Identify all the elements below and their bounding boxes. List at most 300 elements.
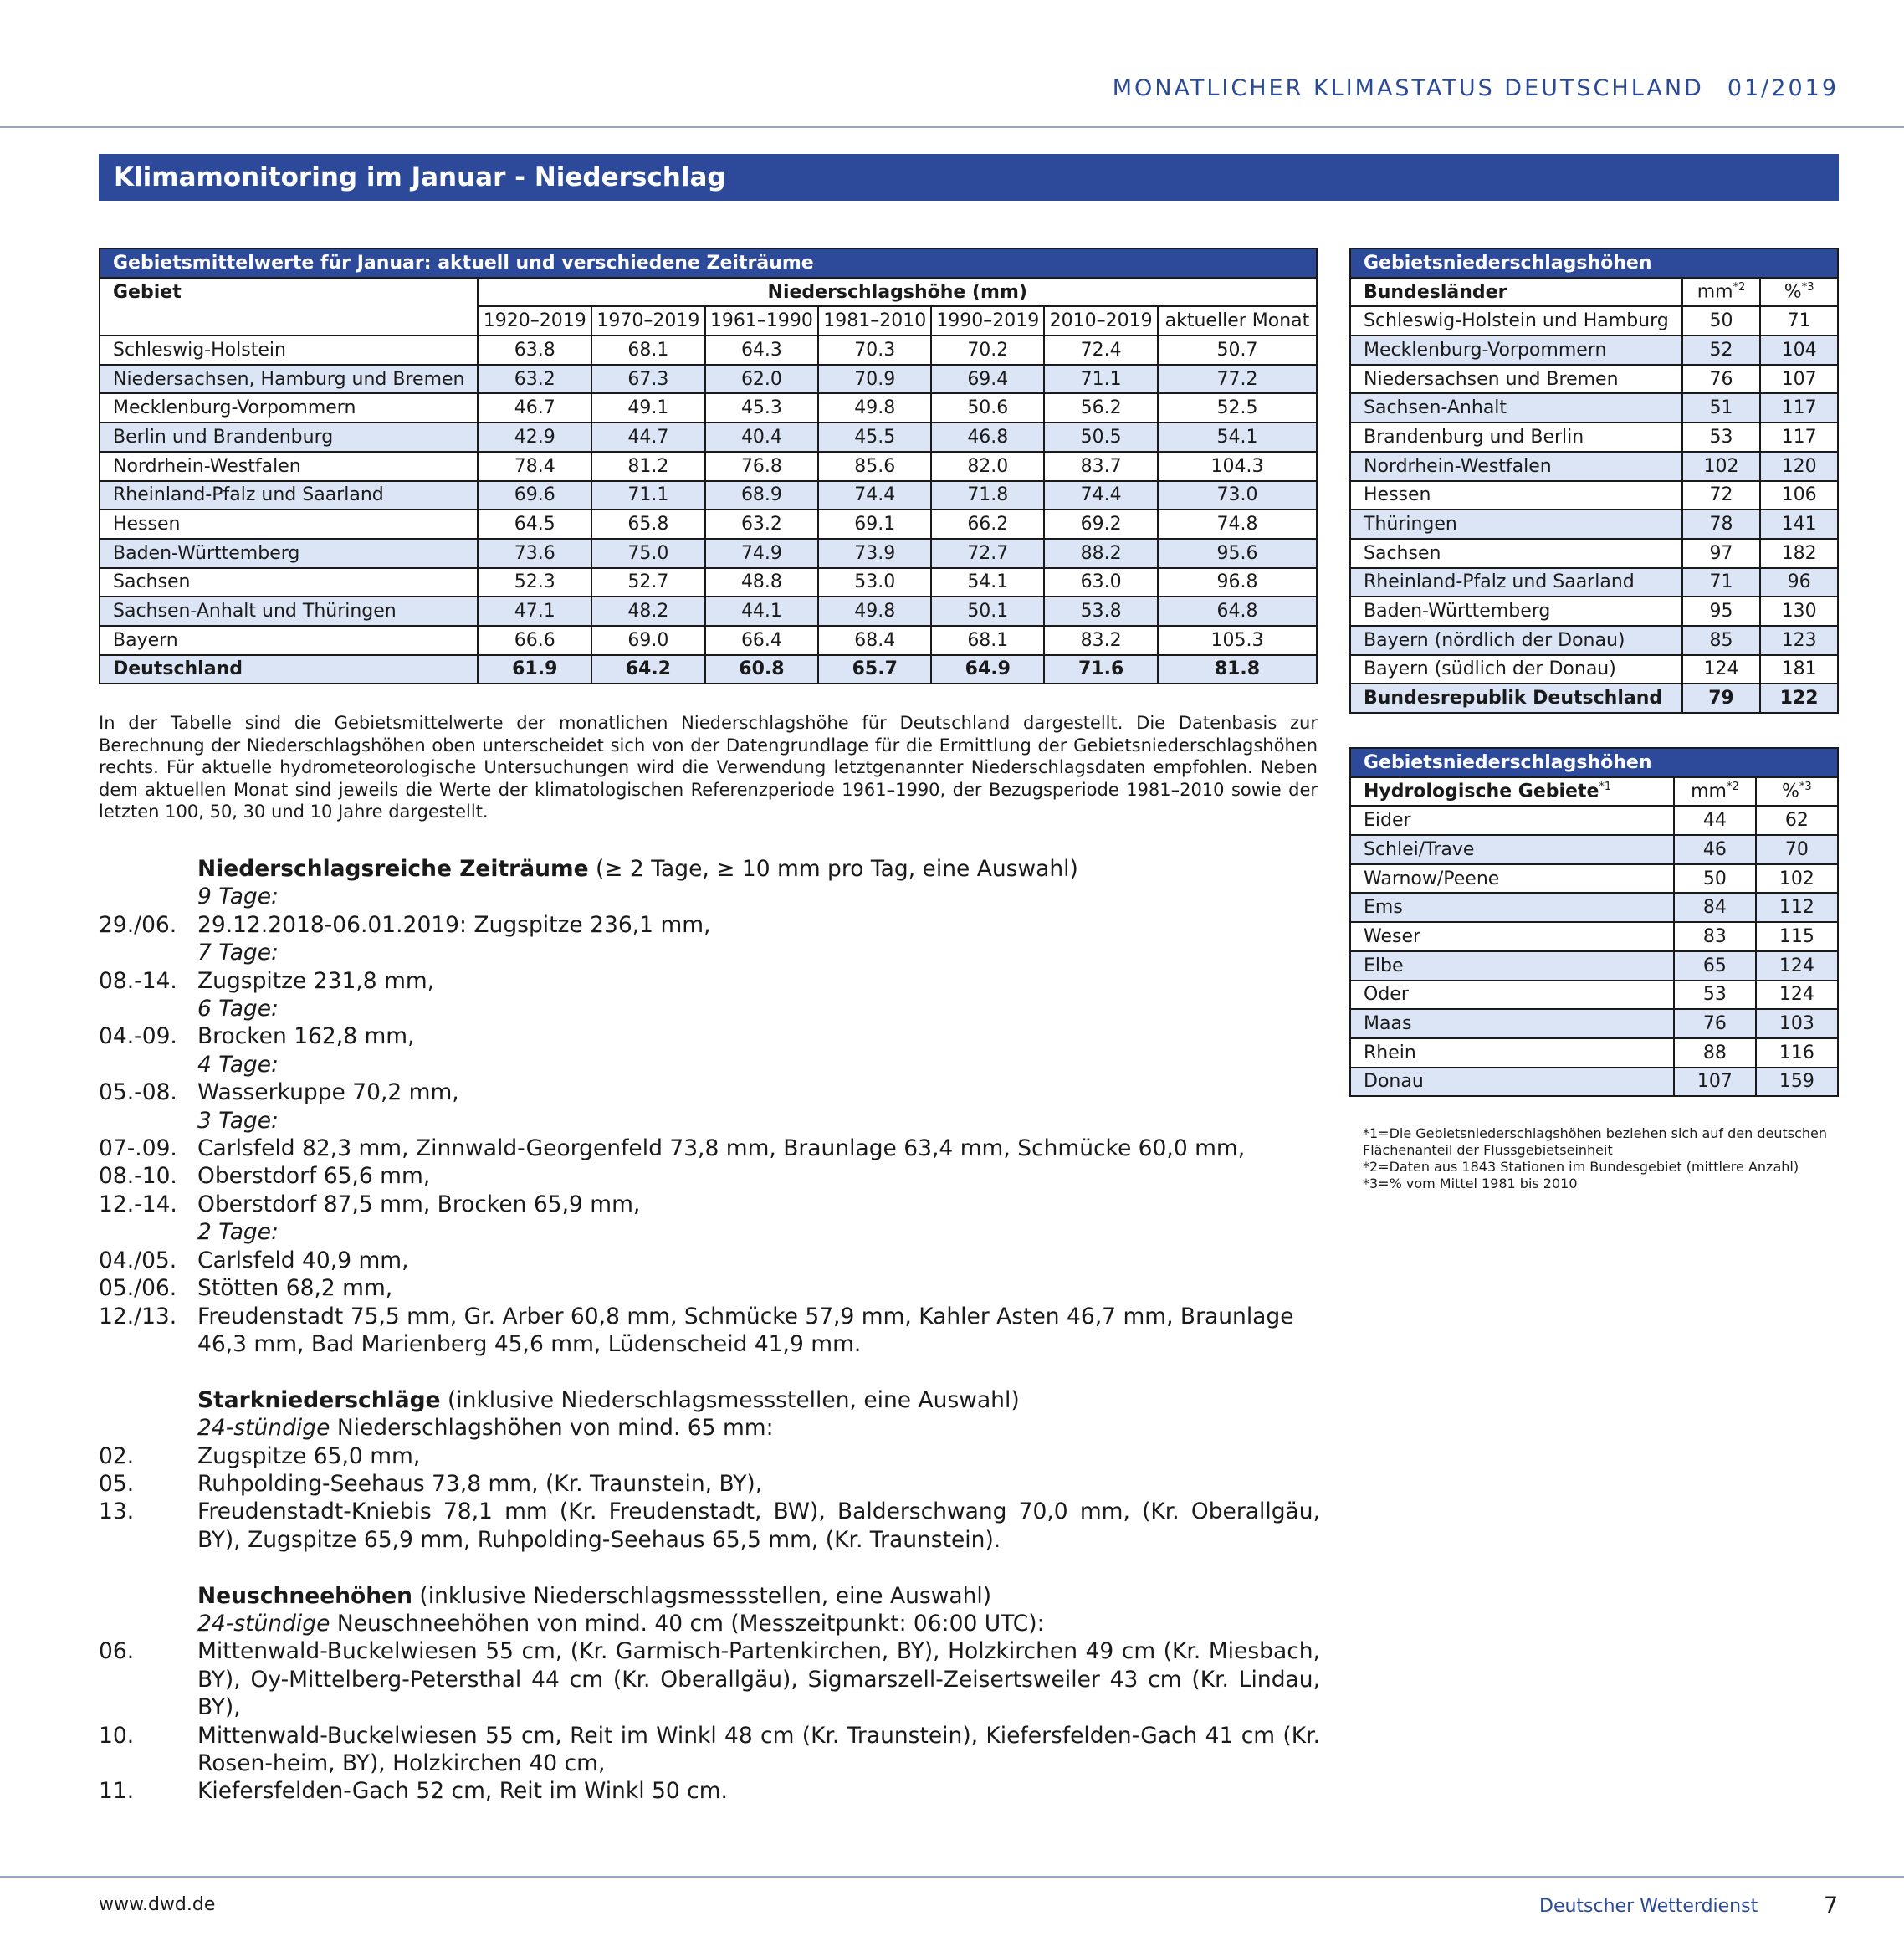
area-name: Baden-Württemberg xyxy=(1350,597,1682,626)
mm-value: 97 xyxy=(1682,539,1761,568)
precip-value: 53.8 xyxy=(1044,597,1158,626)
precip-value: 70.2 xyxy=(931,336,1044,365)
event-text xyxy=(197,1218,1320,1246)
region-name: Niedersachsen, Hamburg und Bremen xyxy=(100,365,478,394)
pct-value: 159 xyxy=(1756,1068,1838,1097)
precip-value: 40.4 xyxy=(705,423,819,452)
table-row xyxy=(1350,655,1838,684)
event-row xyxy=(99,1303,1320,1359)
pct-value: 62 xyxy=(1756,806,1838,835)
pct-value: 96 xyxy=(1760,568,1838,597)
table-row xyxy=(1350,922,1838,951)
event-row xyxy=(99,1247,1320,1274)
precip-value: 52.5 xyxy=(1158,393,1317,423)
event-date: 13. xyxy=(99,1498,135,1525)
precip-value: 49.8 xyxy=(818,597,931,626)
event-date xyxy=(99,855,197,883)
mm-value: 76 xyxy=(1674,1009,1756,1038)
event-row xyxy=(99,1722,1320,1778)
new-snow-title: Neuschneehöhen xyxy=(197,1582,412,1609)
pct-value: 115 xyxy=(1756,922,1838,951)
precip-value: 74.9 xyxy=(705,539,819,568)
table-row xyxy=(1350,306,1838,336)
event-row xyxy=(99,939,1320,966)
mm-value: 78 xyxy=(1682,510,1761,539)
pct-value: 102 xyxy=(1756,864,1838,894)
table-row xyxy=(100,481,1317,510)
col-header-group: Niederschlagshöhe (mm) xyxy=(478,278,1317,307)
pct-value: 141 xyxy=(1760,510,1838,539)
event-text: Zugspitze 65,0 mm, xyxy=(197,1442,421,1469)
precip-value: 64.8 xyxy=(1158,597,1317,626)
mm-value: 51 xyxy=(1682,393,1761,423)
precip-value: 63.2 xyxy=(705,510,819,539)
event-date: 08.-14. xyxy=(99,967,177,994)
precip-value: 42.9 xyxy=(478,423,591,452)
event-date: 08.-10. xyxy=(99,1163,177,1190)
event-row xyxy=(99,1274,1320,1302)
pct-value: 122 xyxy=(1760,684,1838,713)
event-date: 11. xyxy=(99,1778,135,1805)
event-text xyxy=(197,1610,1320,1637)
area-name: Mecklenburg-Vorpommern xyxy=(1350,336,1682,365)
col-header-region: Gebiet xyxy=(100,278,478,336)
mm-value: 107 xyxy=(1674,1068,1756,1097)
precip-value: 72.4 xyxy=(1044,336,1158,365)
event-date xyxy=(99,1610,197,1637)
area-name: Warnow/Peene xyxy=(1350,864,1674,894)
table-row xyxy=(100,393,1317,423)
precip-value: 63.0 xyxy=(1044,568,1158,597)
area-name: Weser xyxy=(1350,922,1674,951)
area-name: Elbe xyxy=(1350,951,1674,981)
mm-value: 102 xyxy=(1682,452,1761,481)
event-text xyxy=(197,939,1320,966)
event-date xyxy=(99,1051,197,1078)
duration-label: 9 Tage: xyxy=(197,884,279,910)
pct-value: 104 xyxy=(1760,336,1838,365)
region-name: Sachsen xyxy=(100,568,478,597)
precip-value: 44.7 xyxy=(591,423,705,452)
precip-value: 68.4 xyxy=(818,626,931,655)
event-date: 05./06. xyxy=(99,1275,177,1302)
precip-value: 47.1 xyxy=(478,597,591,626)
event-date xyxy=(99,1107,197,1135)
event-row xyxy=(99,1777,1320,1805)
table-row xyxy=(1350,893,1838,922)
heavy-precip-title: Starkniederschläge xyxy=(197,1386,441,1413)
precip-value: 71.1 xyxy=(591,481,705,510)
event-text: Mittenwald-Buckelwiesen 55 cm, Reit im Winkl 48 cm (Kr. Traunstein), Kiefersfelden-Gach 41 cm (Kr. Rosen-heim, BY), Holzkirchen 40 cm, xyxy=(197,1722,1320,1776)
event-text: Ruhpolding-Seehaus 73,8 mm, (Kr. Traunstein, BY), xyxy=(197,1470,763,1497)
mm-value: 50 xyxy=(1682,306,1761,336)
event-text: Mittenwald-Buckelwiesen 55 cm, (Kr. Garmisch-Partenkirchen, BY), Holzkirchen 49 cm (Kr. Miesbach, BY), Oy-Mittelberg-Petersthal 44 cm (Kr. Oberallgäu), Sigmarszell-Zeisertsweiler 43 cm (Kr. Lindau, BY), xyxy=(197,1638,1320,1721)
precip-value: 76.8 xyxy=(705,452,819,481)
precip-value: 105.3 xyxy=(1158,626,1317,655)
col-header-pct: %$^{*3}$ xyxy=(1756,777,1838,807)
event-date: 07-.09. xyxy=(99,1135,177,1162)
pct-value: 130 xyxy=(1760,597,1838,626)
event-date: 10. xyxy=(99,1722,135,1749)
col-header-mm: $mm^{*2}$ xyxy=(1682,278,1761,307)
table-row xyxy=(100,452,1317,481)
precip-value: 75.0 xyxy=(591,539,705,568)
mm-value: 124 xyxy=(1682,655,1761,684)
precip-value: 46.8 xyxy=(931,423,1044,452)
table-row xyxy=(100,510,1317,539)
duration-label-rest: Neuschneehöhen von mind. 40 cm (Messzeitpunkt: 06:00 UTC): xyxy=(330,1610,1045,1637)
event-row xyxy=(99,883,1320,910)
area-name: Bayern (südlich der Donau) xyxy=(1350,655,1682,684)
event-row xyxy=(99,1442,1320,1470)
event-date: 04./05. xyxy=(99,1247,177,1273)
precip-value: 64.2 xyxy=(591,655,705,684)
region-name: Berlin und Brandenburg xyxy=(100,423,478,452)
col-header-period: 1990–2019 xyxy=(931,306,1044,336)
event-text: Zugspitze 231,8 mm, xyxy=(197,967,435,994)
mm-value: 88 xyxy=(1674,1038,1756,1068)
col-header-period: 1981–2010 xyxy=(818,306,931,336)
area-name: Rheinland-Pfalz und Saarland xyxy=(1350,568,1682,597)
event-date: 06. xyxy=(99,1638,135,1665)
precip-value: 50.7 xyxy=(1158,336,1317,365)
duration-label: 24-stündige xyxy=(197,1610,330,1637)
precip-value: 74.8 xyxy=(1158,510,1317,539)
table-row xyxy=(100,423,1317,452)
event-row xyxy=(99,1051,1320,1078)
event-row xyxy=(99,995,1320,1022)
footnotes xyxy=(1363,1125,1848,1192)
mm-value: 46 xyxy=(1674,835,1756,864)
footer-organization: Deutscher Wetterdienst xyxy=(1539,1896,1758,1917)
precip-value: 68.1 xyxy=(931,626,1044,655)
mm-value: 71 xyxy=(1682,568,1761,597)
precip-value: 49.8 xyxy=(818,393,931,423)
table-row xyxy=(1350,568,1838,597)
table-row xyxy=(1350,481,1838,510)
area-name: Niedersachsen und Bremen xyxy=(1350,365,1682,394)
area-name: Schleswig-Holstein und Hamburg xyxy=(1350,306,1682,336)
table-row xyxy=(1350,835,1838,864)
precip-value: 65.7 xyxy=(818,655,931,684)
precip-value: 85.6 xyxy=(818,452,931,481)
table-row xyxy=(1350,510,1838,539)
pct-value: 124 xyxy=(1756,951,1838,981)
duration-label-rest: Niederschlagshöhen von mind. 65 mm: xyxy=(330,1415,774,1442)
event-row xyxy=(99,1610,1320,1637)
area-means-table xyxy=(99,248,1318,684)
precip-value: 82.0 xyxy=(931,452,1044,481)
col-header-period: 2010–2019 xyxy=(1044,306,1158,336)
table-row xyxy=(1350,1009,1838,1038)
pct-value: 103 xyxy=(1756,1009,1838,1038)
event-text xyxy=(197,1582,1320,1610)
states-table xyxy=(1349,248,1839,714)
precip-value: 68.1 xyxy=(591,336,705,365)
footer-url[interactable]: www.dwd.de xyxy=(99,1894,216,1915)
pct-value: 182 xyxy=(1760,539,1838,568)
mm-value: 53 xyxy=(1682,423,1761,452)
precip-value: 73.6 xyxy=(478,539,591,568)
event-text xyxy=(197,1051,1320,1078)
col-header-period: 1920–2019 xyxy=(478,306,591,336)
event-text xyxy=(197,1386,1320,1414)
precip-value: 61.9 xyxy=(478,655,591,684)
area-name: Bayern (nördlich der Donau) xyxy=(1350,626,1682,655)
pct-value: 112 xyxy=(1756,893,1838,922)
precip-value: 49.1 xyxy=(591,393,705,423)
precip-value: 70.9 xyxy=(818,365,931,394)
event-row xyxy=(99,1582,1320,1610)
region-name: Sachsen-Anhalt und Thüringen xyxy=(100,597,478,626)
event-text: Oberstdorf 87,5 mm, Brocken 65,9 mm, xyxy=(197,1191,641,1217)
col-header-pct: %$^{*3}$ xyxy=(1760,278,1838,307)
mm-value: 65 xyxy=(1674,951,1756,981)
header-issue: 01/2019 xyxy=(1727,75,1839,101)
event-date xyxy=(99,883,197,910)
spacer xyxy=(99,1554,1320,1581)
event-text: Kiefersfelden-Gach 52 cm, Reit im Winkl 50 cm. xyxy=(197,1778,728,1805)
pct-value: 124 xyxy=(1756,981,1838,1010)
precip-value: 95.6 xyxy=(1158,539,1317,568)
pct-value: 116 xyxy=(1756,1038,1838,1068)
table-row xyxy=(1350,539,1838,568)
col-header-period: aktueller Monat xyxy=(1158,306,1317,336)
precip-value: 63.8 xyxy=(478,336,591,365)
rich-periods-note: (≥ 2 Tage, ≥ 10 mm pro Tag, eine Auswahl) xyxy=(588,856,1078,882)
region-name: Rheinland-Pfalz und Saarland xyxy=(100,481,478,510)
table-row xyxy=(1350,365,1838,394)
table-row xyxy=(1350,423,1838,452)
event-text xyxy=(197,995,1320,1022)
area-name: Brandenburg und Berlin xyxy=(1350,423,1682,452)
area-means-caption: Gebietsmittelwerte für Januar: aktuell und verschiedene Zeiträume xyxy=(100,248,1317,278)
precip-value: 96.8 xyxy=(1158,568,1317,597)
precip-value: 88.2 xyxy=(1044,539,1158,568)
precip-value: 48.2 xyxy=(591,597,705,626)
precip-value: 63.2 xyxy=(478,365,591,394)
duration-label: 3 Tage: xyxy=(197,1107,279,1134)
event-row xyxy=(99,1637,1320,1721)
table-row xyxy=(100,597,1317,626)
table-row xyxy=(100,539,1317,568)
precip-value: 60.8 xyxy=(705,655,819,684)
precip-value: 45.5 xyxy=(818,423,931,452)
table-row xyxy=(1350,393,1838,423)
area-name: Eider xyxy=(1350,806,1674,835)
event-row xyxy=(99,1386,1320,1414)
event-date: 12.-14. xyxy=(99,1191,177,1217)
event-text: Carlsfeld 82,3 mm, Zinnwald-Georgenfeld 73,8 mm, Braunlage 63,4 mm, Schmücke 60,0 mm, xyxy=(197,1135,1246,1162)
precip-value: 64.3 xyxy=(705,336,819,365)
col-header-period: 1970–2019 xyxy=(591,306,705,336)
precip-value: 83.2 xyxy=(1044,626,1158,655)
area-name: Oder xyxy=(1350,981,1674,1010)
precip-value: 50.5 xyxy=(1044,423,1158,452)
table-row xyxy=(1350,1038,1838,1068)
rich-periods-title: Niederschlagsreiche Zeiträume xyxy=(197,856,589,882)
region-name: Bayern xyxy=(100,626,478,655)
event-date: 29./06. xyxy=(99,911,177,938)
event-row xyxy=(99,1135,1320,1162)
event-date xyxy=(99,1218,197,1246)
mm-value: 50 xyxy=(1674,864,1756,894)
event-row xyxy=(99,1498,1320,1554)
event-date: 02. xyxy=(99,1442,135,1469)
mm-value: 76 xyxy=(1682,365,1761,394)
table-row xyxy=(100,568,1317,597)
area-name: Sachsen xyxy=(1350,539,1682,568)
pct-value: 117 xyxy=(1760,423,1838,452)
hydro-table xyxy=(1349,747,1839,1097)
table-row xyxy=(1350,864,1838,894)
precip-value: 64.9 xyxy=(931,655,1044,684)
event-text: 29.12.2018-06.01.2019: Zugspitze 236,1 mm, xyxy=(197,911,711,938)
col-header-period: 1961–1990 xyxy=(705,306,819,336)
precip-value: 69.1 xyxy=(818,510,931,539)
pct-value: 71 xyxy=(1760,306,1838,336)
area-name: Schlei/Trave xyxy=(1350,835,1674,864)
total-row xyxy=(100,655,1317,684)
event-text xyxy=(197,1414,1320,1442)
precip-value: 52.7 xyxy=(591,568,705,597)
event-date xyxy=(99,1414,197,1442)
event-row xyxy=(99,1470,1320,1498)
precip-value: 69.0 xyxy=(591,626,705,655)
precip-value: 69.4 xyxy=(931,365,1044,394)
precip-value: 46.7 xyxy=(478,393,591,423)
mm-value: 95 xyxy=(1682,597,1761,626)
pct-value: 117 xyxy=(1760,393,1838,423)
precip-value: 68.9 xyxy=(705,481,819,510)
precip-value: 72.7 xyxy=(931,539,1044,568)
footnote-1: *1=Die Gebietsniederschlagshöhen beziehen sich auf den deutschen Flächenanteil der Flussgebietseinheit xyxy=(1363,1125,1828,1158)
event-row xyxy=(99,1414,1320,1442)
event-row xyxy=(99,1022,1320,1050)
event-date: 05. xyxy=(99,1470,135,1497)
precip-value: 70.3 xyxy=(818,336,931,365)
header-divider xyxy=(0,126,1904,128)
event-text: Stötten 68,2 mm, xyxy=(197,1275,393,1302)
event-row xyxy=(99,1162,1320,1190)
region-name: Hessen xyxy=(100,510,478,539)
precip-value: 73.0 xyxy=(1158,481,1317,510)
spacer xyxy=(99,1358,1320,1386)
footer-divider xyxy=(0,1876,1904,1878)
heavy-precip-note: (inklusive Niederschlagsmessstellen, eine Auswahl) xyxy=(440,1386,1020,1413)
precip-value: 48.8 xyxy=(705,568,819,597)
precip-value: 74.4 xyxy=(818,481,931,510)
precip-value: 54.1 xyxy=(931,568,1044,597)
duration-label: 2 Tage: xyxy=(197,1219,279,1246)
precip-value: 66.4 xyxy=(705,626,819,655)
event-text: Brocken 162,8 mm, xyxy=(197,1023,415,1050)
precip-value: 66.2 xyxy=(931,510,1044,539)
area-name: Sachsen-Anhalt xyxy=(1350,393,1682,423)
event-row xyxy=(99,967,1320,995)
precip-value: 54.1 xyxy=(1158,423,1317,452)
event-row xyxy=(99,1191,1320,1218)
table-row xyxy=(100,336,1317,365)
mm-value: 53 xyxy=(1674,981,1756,1010)
precip-value: 73.9 xyxy=(818,539,931,568)
precip-value: 52.3 xyxy=(478,568,591,597)
precip-value: 66.6 xyxy=(478,626,591,655)
precip-value: 69.6 xyxy=(478,481,591,510)
mm-value: 79 xyxy=(1682,684,1761,713)
document-header xyxy=(1113,75,1839,101)
event-text: Freudenstadt 75,5 mm, Gr. Arber 60,8 mm, Schmücke 57,9 mm, Kahler Asten 46,7 mm, Braunlage 46,3 mm, Bad Marienberg 45,6 mm, Lüdenscheid 41,9 mm. xyxy=(197,1303,1294,1357)
precip-value: 81.2 xyxy=(591,452,705,481)
total-row xyxy=(1350,684,1838,713)
event-date xyxy=(99,1386,197,1414)
section-title: Klimamonitoring im Januar - Niederschlag xyxy=(99,154,1839,201)
event-date: 05.-08. xyxy=(99,1079,177,1106)
table-row xyxy=(1350,806,1838,835)
mm-value: 85 xyxy=(1682,626,1761,655)
table-row xyxy=(1350,1068,1838,1097)
region-name: Nordrhein-Westfalen xyxy=(100,452,478,481)
mm-value: 83 xyxy=(1674,922,1756,951)
precip-value: 77.2 xyxy=(1158,365,1317,394)
area-name: Hessen xyxy=(1350,481,1682,510)
col-header-states: Bundesländer xyxy=(1350,278,1682,307)
hydro-caption: Gebietsniederschlagshöhen xyxy=(1350,748,1838,777)
table-row xyxy=(100,365,1317,394)
event-date xyxy=(99,1582,197,1610)
new-snow-note: (inklusive Niederschlagsmessstellen, eine Auswahl) xyxy=(412,1582,992,1609)
precip-value: 83.7 xyxy=(1044,452,1158,481)
header-title: MONATLICHER KLIMASTATUS DEUTSCHLAND xyxy=(1112,75,1704,101)
event-text: Carlsfeld 40,9 mm, xyxy=(197,1247,409,1273)
col-header-mm: $mm^{*2}$ xyxy=(1674,777,1756,807)
area-name: Thüringen xyxy=(1350,510,1682,539)
precip-value: 44.1 xyxy=(705,597,819,626)
pct-value: 123 xyxy=(1760,626,1838,655)
area-name: Rhein xyxy=(1350,1038,1674,1068)
precip-value: 45.3 xyxy=(705,393,819,423)
footnote-3: *3=% vom Mittel 1981 bis 2010 xyxy=(1363,1176,1578,1191)
region-name: Mecklenburg-Vorpommern xyxy=(100,393,478,423)
table-row xyxy=(100,626,1317,655)
precip-value: 50.6 xyxy=(931,393,1044,423)
mm-value: 84 xyxy=(1674,893,1756,922)
footnote-2: *2=Daten aus 1843 Stationen im Bundesgebiet (mittlere Anzahl) xyxy=(1363,1159,1799,1175)
event-text xyxy=(197,883,1320,910)
area-name: Maas xyxy=(1350,1009,1674,1038)
area-name: Bundesrepublik Deutschland xyxy=(1350,684,1682,713)
duration-label: 7 Tage: xyxy=(197,940,279,966)
event-row xyxy=(99,1218,1320,1246)
page-number: 7 xyxy=(1824,1893,1839,1919)
table-row xyxy=(1350,597,1838,626)
precip-value: 81.8 xyxy=(1158,655,1317,684)
precip-value: 71.6 xyxy=(1044,655,1158,684)
table-row xyxy=(1350,981,1838,1010)
table-row xyxy=(1350,452,1838,481)
event-text: Oberstdorf 65,6 mm, xyxy=(197,1163,431,1190)
precip-value: 104.3 xyxy=(1158,452,1317,481)
pct-value: 120 xyxy=(1760,452,1838,481)
area-name: Donau xyxy=(1350,1068,1674,1097)
event-row xyxy=(99,911,1320,939)
region-name: Baden-Württemberg xyxy=(100,539,478,568)
area-name: Nordrhein-Westfalen xyxy=(1350,452,1682,481)
mm-value: 44 xyxy=(1674,806,1756,835)
event-row xyxy=(99,1078,1320,1106)
precip-value: 56.2 xyxy=(1044,393,1158,423)
precip-value: 67.3 xyxy=(591,365,705,394)
